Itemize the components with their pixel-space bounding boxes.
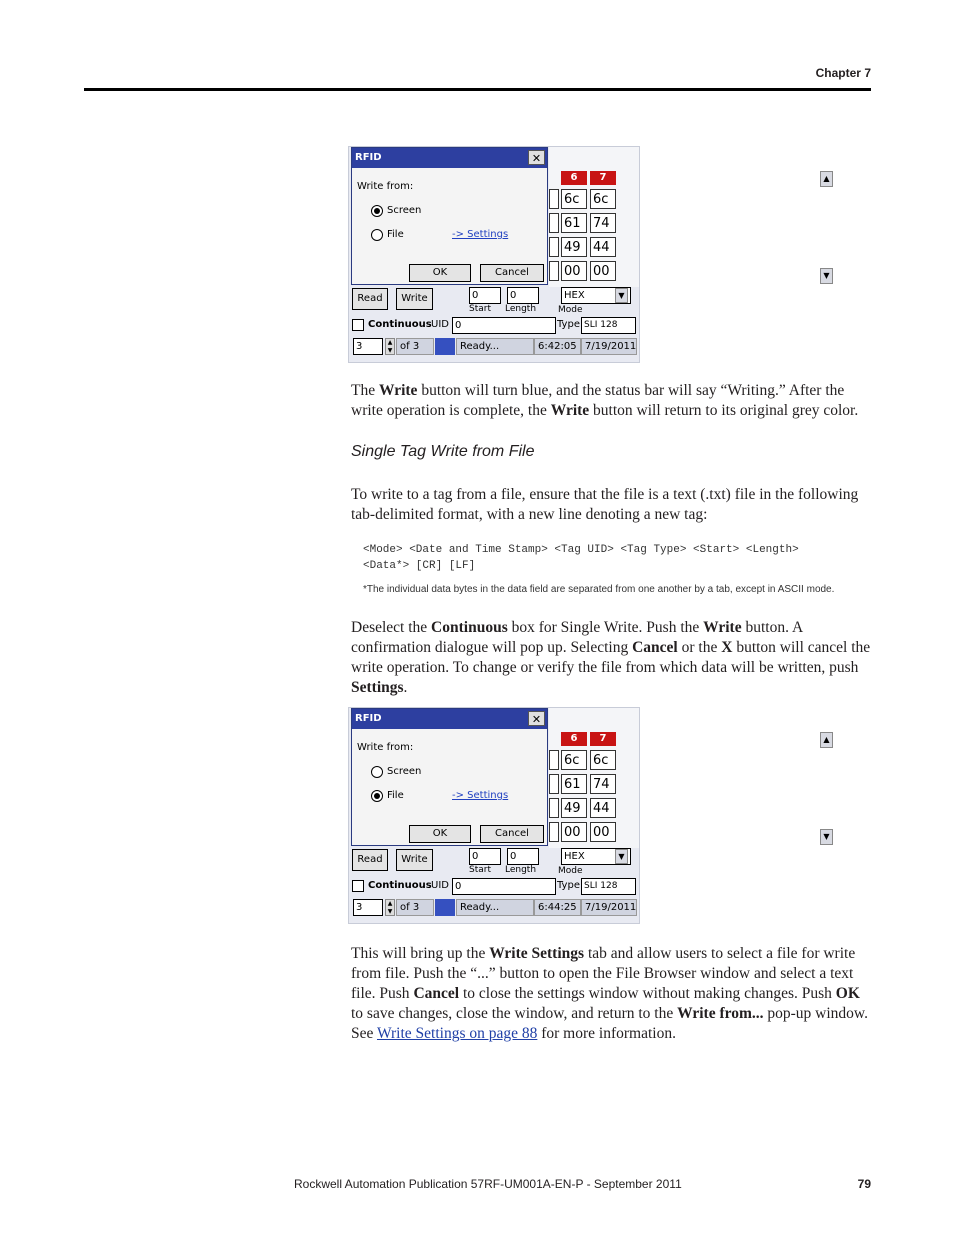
page-spinner-icon[interactable]: ▲ ▼ <box>385 899 395 916</box>
cancel-button[interactable]: Cancel <box>480 264 544 282</box>
start-field[interactable]: 0 <box>469 287 501 304</box>
uid-label: UID <box>431 880 449 891</box>
cancel-button[interactable]: Cancel <box>480 825 544 843</box>
page-of-label: of 3 <box>396 338 434 355</box>
length-label: Length <box>505 304 537 314</box>
speaker-icon <box>435 338 455 355</box>
mode-dropdown-icon[interactable]: ▼ <box>615 849 628 864</box>
grid-cell[interactable] <box>549 237 559 257</box>
ok-button[interactable]: OK <box>409 825 471 843</box>
page-number: 79 <box>857 1177 871 1191</box>
radio-file[interactable] <box>371 229 383 241</box>
mode-label: Mode <box>558 866 583 876</box>
grid-cell[interactable] <box>549 213 559 233</box>
start-label: Start <box>469 304 491 314</box>
length-field[interactable]: 0 <box>507 848 539 865</box>
type-label: Type <box>557 319 580 330</box>
grid-cell[interactable] <box>549 822 559 842</box>
grid-cell[interactable]: 00 <box>561 822 587 842</box>
radio-file-label: File <box>387 790 404 801</box>
continuous-label: Continuous <box>368 880 432 891</box>
type-label: Type <box>557 880 580 891</box>
mode-value: HEX <box>564 851 585 862</box>
write-button[interactable]: Write <box>396 288 433 310</box>
grid-col-header: 7 <box>590 171 616 185</box>
grid-cell[interactable]: 44 <box>590 237 616 257</box>
speaker-icon <box>435 899 455 916</box>
chapter-label: Chapter 7 <box>815 66 871 80</box>
dialog-title: RFID <box>352 148 547 168</box>
grid-cell[interactable]: 00 <box>590 261 616 281</box>
code-format-line2: <Data*> [CR] [LF] <box>363 560 476 572</box>
read-button[interactable]: Read <box>352 849 388 871</box>
grid-cell[interactable] <box>549 798 559 818</box>
grid-cell[interactable]: 00 <box>590 822 616 842</box>
grid-col-header: 6 <box>561 732 587 746</box>
footer-publication: Rockwell Automation Publication 57RF-UM001A-EN-P - September 2011 <box>294 1177 682 1191</box>
header-rule <box>84 88 871 91</box>
rfid-screenshot-write-from-screen <box>348 146 830 363</box>
mode-label: Mode <box>558 305 583 315</box>
radio-screen-label: Screen <box>387 766 422 777</box>
scroll-up-icon[interactable]: ▲ <box>820 732 833 748</box>
start-field[interactable]: 0 <box>469 848 501 865</box>
code-format-line1: <Mode> <Date and Time Stamp> <Tag UID> <Tag Type> <Start> <Length> <box>363 544 799 556</box>
paragraph-file-format: To write to a tag from a file, ensure that the file is a text (.txt) file in the following tab-delimited format, with a new line denoting a new tag: <box>351 486 859 523</box>
dialog-title: RFID <box>352 709 547 729</box>
status-time: 6:42:05 <box>534 338 581 355</box>
scroll-down-icon[interactable]: ▼ <box>820 829 833 845</box>
write-from-dialog <box>351 708 548 846</box>
grid-cell[interactable] <box>549 750 559 770</box>
uid-field[interactable]: 0 <box>452 878 556 895</box>
section-heading: Single Tag Write from File <box>351 443 535 460</box>
grid-col-header: 6 <box>561 171 587 185</box>
paragraph-deselect-continuous: Deselect the Continuous box for Single Write. Push the Write button. A confirmation dialogue will pop up. Selecting Cancel or the X button will cancel the write operation. To change or verify the file from which data will be written, push Settings. <box>351 619 871 696</box>
scroll-down-icon[interactable]: ▼ <box>820 268 833 284</box>
grid-cell[interactable]: 6c <box>561 189 587 209</box>
mode-dropdown-icon[interactable]: ▼ <box>615 288 628 303</box>
grid-cell[interactable]: 6c <box>561 750 587 770</box>
grid-cell[interactable]: 74 <box>590 213 616 233</box>
write-button[interactable]: Write <box>396 849 433 871</box>
grid-cell[interactable] <box>549 774 559 794</box>
length-field[interactable]: 0 <box>507 287 539 304</box>
grid-cell[interactable]: 44 <box>590 798 616 818</box>
length-label: Length <box>505 865 537 875</box>
radio-screen[interactable] <box>371 766 383 778</box>
grid-cell[interactable]: 74 <box>590 774 616 794</box>
grid-cell[interactable]: 61 <box>561 213 587 233</box>
grid-col-header: 7 <box>590 732 616 746</box>
page-field[interactable]: 3 <box>353 338 383 355</box>
ok-button[interactable]: OK <box>409 264 471 282</box>
continuous-label: Continuous <box>368 319 432 330</box>
mode-value: HEX <box>564 290 585 301</box>
grid-cell[interactable] <box>549 189 559 209</box>
write-from-dialog <box>351 147 548 285</box>
status-text: Ready... <box>456 338 534 355</box>
radio-screen[interactable] <box>371 205 383 217</box>
settings-link[interactable]: -> Settings <box>452 790 509 801</box>
start-label: Start <box>469 865 491 875</box>
read-button[interactable]: Read <box>352 288 388 310</box>
footnote: *The individual data bytes in the data field are separated from one another by a tab, except in ASCII mode. <box>363 584 835 595</box>
grid-cell[interactable]: 6c <box>590 750 616 770</box>
write-from-label: Write from: <box>357 181 414 192</box>
grid-cell[interactable]: 49 <box>561 798 587 818</box>
settings-link[interactable]: -> Settings <box>452 229 509 240</box>
uid-label: UID <box>431 319 449 330</box>
page-field[interactable]: 3 <box>353 899 383 916</box>
continuous-checkbox[interactable] <box>352 319 364 331</box>
scroll-up-icon[interactable]: ▲ <box>820 171 833 187</box>
grid-cell[interactable]: 6c <box>590 189 616 209</box>
status-date: 7/19/2011 <box>581 338 637 355</box>
write-from-label: Write from: <box>357 742 414 753</box>
uid-field[interactable]: 0 <box>452 317 556 334</box>
grid-cell[interactable]: 61 <box>561 774 587 794</box>
type-field: SLI 128 <box>581 317 636 334</box>
status-text: Ready... <box>456 899 534 916</box>
status-time: 6:44:25 <box>534 899 581 916</box>
paragraph-write-settings: This will bring up the Write Settings tab and allow users to select a file for write from file. Push the “...” button to open the File Browser window and select a text file. Push Cancel to close the settings window without making changes. Push OK to save changes, close the window, and return to the Write from... pop-up window. See Write Settings on page 88 for more information. <box>351 945 868 1042</box>
radio-screen-label: Screen <box>387 205 422 216</box>
grid-cell[interactable] <box>549 261 559 281</box>
status-date: 7/19/2011 <box>581 899 637 916</box>
grid-cell[interactable]: 49 <box>561 237 587 257</box>
radio-file-label: File <box>387 229 404 240</box>
grid-cell[interactable]: 00 <box>561 261 587 281</box>
paragraph-write-button: The Write button will turn blue, and the status bar will say “Writing.” After the write operation is complete, the Write button will return to its original grey color. <box>351 382 859 419</box>
rfid-screenshot-write-from-file <box>348 707 830 924</box>
close-button[interactable]: ✕ <box>528 711 545 726</box>
page-spinner-icon[interactable]: ▲ ▼ <box>385 338 395 355</box>
radio-file[interactable] <box>371 790 383 802</box>
type-field: SLI 128 <box>581 878 636 895</box>
continuous-checkbox[interactable] <box>352 880 364 892</box>
close-button[interactable]: ✕ <box>528 150 545 165</box>
page-of-label: of 3 <box>396 899 434 916</box>
write-settings-link[interactable]: Write Settings on page 88 <box>376 1025 538 1042</box>
